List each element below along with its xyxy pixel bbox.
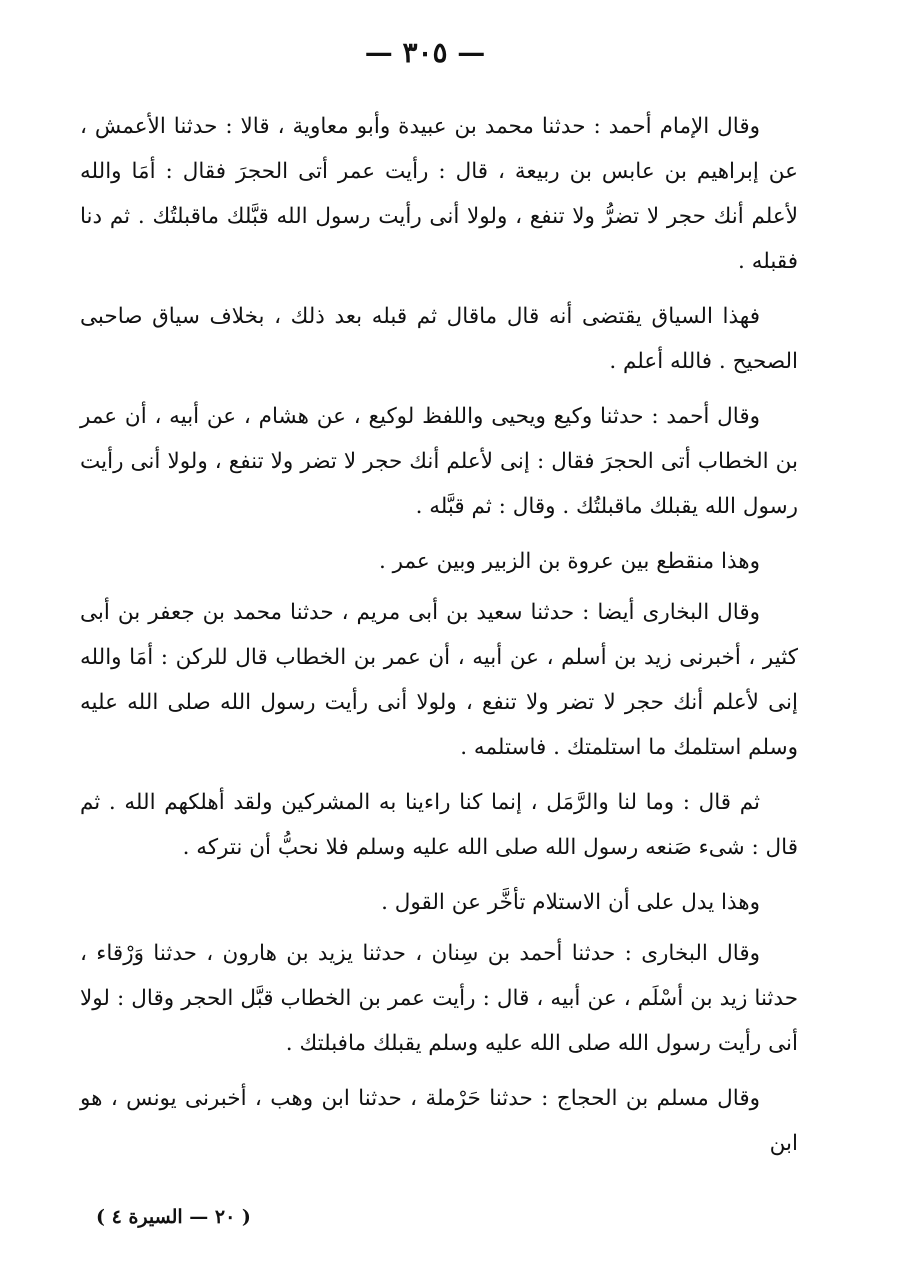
page-body <box>80 104 798 1176</box>
footer-signature: ( ٢٠ — السيرة ٤ ) <box>96 1206 251 1228</box>
paragraph: وهذا منقطع بين عروة بن الزبير وبين عمر . <box>378 549 760 574</box>
page-number: — ٣٠٥ — <box>364 36 486 69</box>
paragraph: وهذا يدل على أن الاستلام تأخَّر عن القول . <box>381 890 760 915</box>
paragraph: وقال مسلم بن الحجاج : حدثنا حَرْملة ، حدثنا ابن وهب ، أخبرنى يونس ، هو ابن <box>80 1086 798 1156</box>
paragraph: وقال أحمد : حدثنا وكيع ويحيى واللفظ لوكيع ، عن هشام ، عن أبيه ، أن عمر بن الخطاب أتى الحجرَ فقال : إنى لأعلم أنك حجر لا تضر ولا تنفع ، ولولا أنى رأيت رسول الله يقبلك ماقبلتُك . وقال : ثم قبَّله . <box>80 404 798 519</box>
paragraph: ثم قال : وما لنا والرَّمَل ، إنما كنا راءينا به المشركين ولقد أهلكهم الله . ثم قال : شىء صَنعه رسول الله صلى الله عليه وسلم فلا نحبُّ أن نتركه . <box>80 790 798 860</box>
paragraph: وقال البخارى أيضا : حدثنا سعيد بن أبى مريم ، حدثنا محمد بن جعفر بن أبى كثير ، أخبرنى زيد بن أسلم ، عن أبيه ، أن عمر بن الخطاب قال للركن : أمَا والله إنى لأعلم أنك حجر لا تضر ولا تنفع ، ولولا أنى رأيت رسول الله صلى الله عليه وسلم استلمك ما استلمتك . فاستلمه . <box>80 600 798 760</box>
paragraph: وقال الإمام أحمد : حدثنا محمد بن عبيدة وأبو معاوية ، قالا : حدثنا الأعمش ، عن إبراهيم بن عابس بن ربيعة ، قال : رأيت عمر أتى الحجرَ فقال : أمَا والله لأعلم أنك حجر لا تضرُّ ولا تنفع ، ولولا أنى رأيت رسول الله قبَّلك ماقبلتُك . ثم دنا فقبله . <box>80 114 798 274</box>
paragraph: فهذا السياق يقتضى أنه قال ماقال ثم قبله بعد ذلك ، بخلاف سياق صاحبى الصحيح . فالله أعلم . <box>80 304 798 374</box>
paragraph: وقال البخارى : حدثنا أحمد بن سِنان ، حدثنا يزيد بن هارون ، حدثنا وَرْقاء ، حدثنا زيد بن أسْلَم ، عن أبيه ، قال : رأيت عمر بن الخطاب قبَّل الحجر وقال : لولا أنى رأيت رسول الله صلى الله عليه وسلم يقبلك مافبلتك . <box>80 941 798 1056</box>
